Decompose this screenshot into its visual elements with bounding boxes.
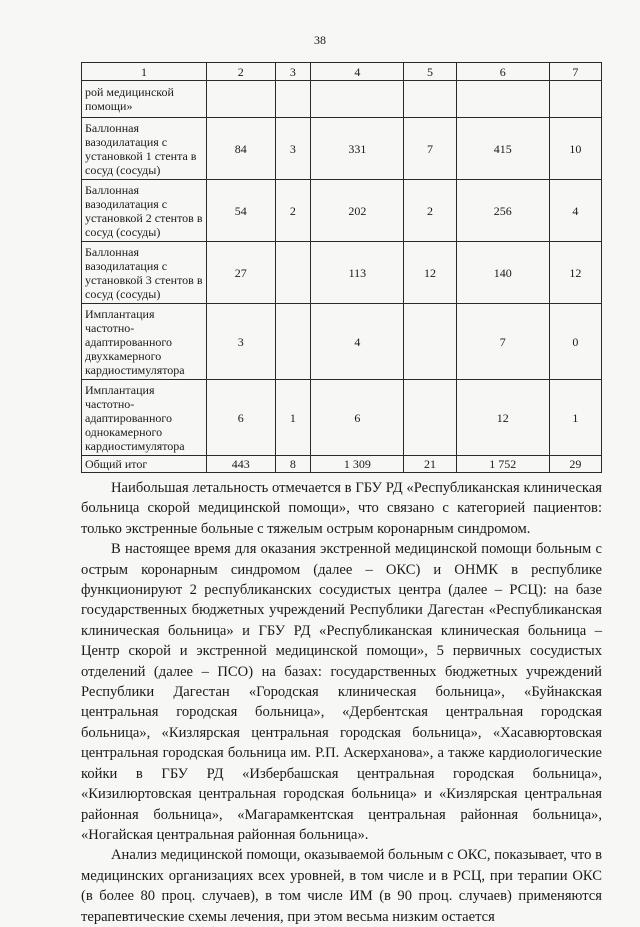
- row-name-cell: рой медицинской помощи»: [82, 81, 207, 118]
- value-cell: 2: [404, 180, 456, 242]
- value-cell: [275, 242, 311, 304]
- value-cell: 113: [311, 242, 404, 304]
- value-cell: 84: [207, 118, 276, 180]
- value-cell: 12: [549, 242, 601, 304]
- value-cell: 331: [311, 118, 404, 180]
- table-total-row: [82, 456, 602, 473]
- value-cell: [404, 380, 456, 456]
- table-header-cell: 2: [207, 63, 276, 81]
- value-cell: 443: [207, 456, 276, 473]
- value-cell: 1: [275, 380, 311, 456]
- table-header-cell: 3: [275, 63, 311, 81]
- value-cell: 54: [207, 180, 276, 242]
- value-cell: 1: [549, 380, 601, 456]
- table-header-cell: 7: [549, 63, 601, 81]
- value-cell: 8: [275, 456, 311, 473]
- table-header-cell: 4: [311, 63, 404, 81]
- value-cell: 21: [404, 456, 456, 473]
- statistics-table: [81, 62, 602, 473]
- value-cell: 7: [404, 118, 456, 180]
- paragraph: Анализ медицинской помощи, оказываемой больным с ОКС, показывает, что в медицинских организациях всех уровней, в том числе и в РСЦ, при терапии ОКС (в более 80 проц. случаев), в том числе ИМ (в 90 проц. случаев) применяются терапевтические схемы лечения, при этом весьма низким остается: [81, 847, 602, 925]
- row-name-cell: Баллонная вазодилатация с установкой 3 стентов в сосуд (сосуды): [82, 242, 207, 304]
- value-cell: 10: [549, 118, 601, 180]
- value-cell: [275, 81, 311, 118]
- table-row: [82, 380, 602, 456]
- paragraph: В настоящее время для оказания экстренной медицинской помощи больным с острым коронарным синдромом (далее – ОКС) и ОНМК в республике функционируют 2 республиканских сосудистых центра (далее – РСЦ): на базе государственных бюджетных учреждений Республики Дагестан «Республиканская клиническая больница» и ГБУ РД «Республиканская клиническая больница – Центр скорой и экстренной медицинской помощи», 5 первичных сосудистых отделений (далее – ПСО) на базах: государственных бюджетных учреждений Республики Дагестан «Городская клиническая больница», «Буйнакская центральная городская больница», «Дербентская центральная городская больница», «Кизлярская центральная городская больница», «Хасавюртовская центральная городская больница им. Р.П. Аскерханова», а также кардиологические койки в ГБУ РД «Избербашская центральная городская больница», «Кизилюртовская центральная городская больница» и «Кизлярская центральная районная больница», «Магарамкентская центральная районная больница», «Ногайская центральная районная больница».: [81, 541, 602, 843]
- value-cell: 4: [311, 304, 404, 380]
- value-cell: 29: [549, 456, 601, 473]
- page-number: 38: [314, 33, 326, 47]
- value-cell: [207, 81, 276, 118]
- value-cell: 0: [549, 304, 601, 380]
- paragraph: Наибольшая летальность отмечается в ГБУ РД «Республиканская клиническая больница скорой медицинской помощи», что связано с категорией пациентов: только экстренные больные с тяжелым острым коронарным синдромом.: [81, 480, 602, 537]
- value-cell: 202: [311, 180, 404, 242]
- value-cell: 140: [456, 242, 549, 304]
- value-cell: [456, 81, 549, 118]
- body-text: [81, 478, 602, 927]
- value-cell: 3: [207, 304, 276, 380]
- table-row: [82, 118, 602, 180]
- value-cell: [311, 81, 404, 118]
- table-row: [82, 180, 602, 242]
- table-row: [82, 81, 602, 118]
- table-row: [82, 242, 602, 304]
- value-cell: [404, 81, 456, 118]
- value-cell: 7: [456, 304, 549, 380]
- row-name-cell: Баллонная вазодилатация с установкой 2 стентов в сосуд (сосуды): [82, 180, 207, 242]
- row-name-cell: Имплантация частотно-адаптированного однокамерного кардиостимулятора: [82, 380, 207, 456]
- value-cell: 256: [456, 180, 549, 242]
- value-cell: [404, 304, 456, 380]
- table-header-cell: 5: [404, 63, 456, 81]
- value-cell: 1 752: [456, 456, 549, 473]
- value-cell: [549, 81, 601, 118]
- value-cell: 12: [404, 242, 456, 304]
- value-cell: 6: [311, 380, 404, 456]
- value-cell: [275, 304, 311, 380]
- value-cell: 27: [207, 242, 276, 304]
- value-cell: 12: [456, 380, 549, 456]
- value-cell: 1 309: [311, 456, 404, 473]
- row-name-cell: Общий итог: [82, 456, 207, 473]
- value-cell: 3: [275, 118, 311, 180]
- value-cell: 6: [207, 380, 276, 456]
- row-name-cell: Имплантация частотно-адаптированного двухкамерного кардиостимулятора: [82, 304, 207, 380]
- table-row: [82, 304, 602, 380]
- table-header-row: [82, 63, 602, 81]
- table-header-cell: 1: [82, 63, 207, 81]
- row-name-cell: Баллонная вазодилатация с установкой 1 стента в сосуд (сосуды): [82, 118, 207, 180]
- table-header-cell: 6: [456, 63, 549, 81]
- value-cell: 415: [456, 118, 549, 180]
- value-cell: 4: [549, 180, 601, 242]
- value-cell: 2: [275, 180, 311, 242]
